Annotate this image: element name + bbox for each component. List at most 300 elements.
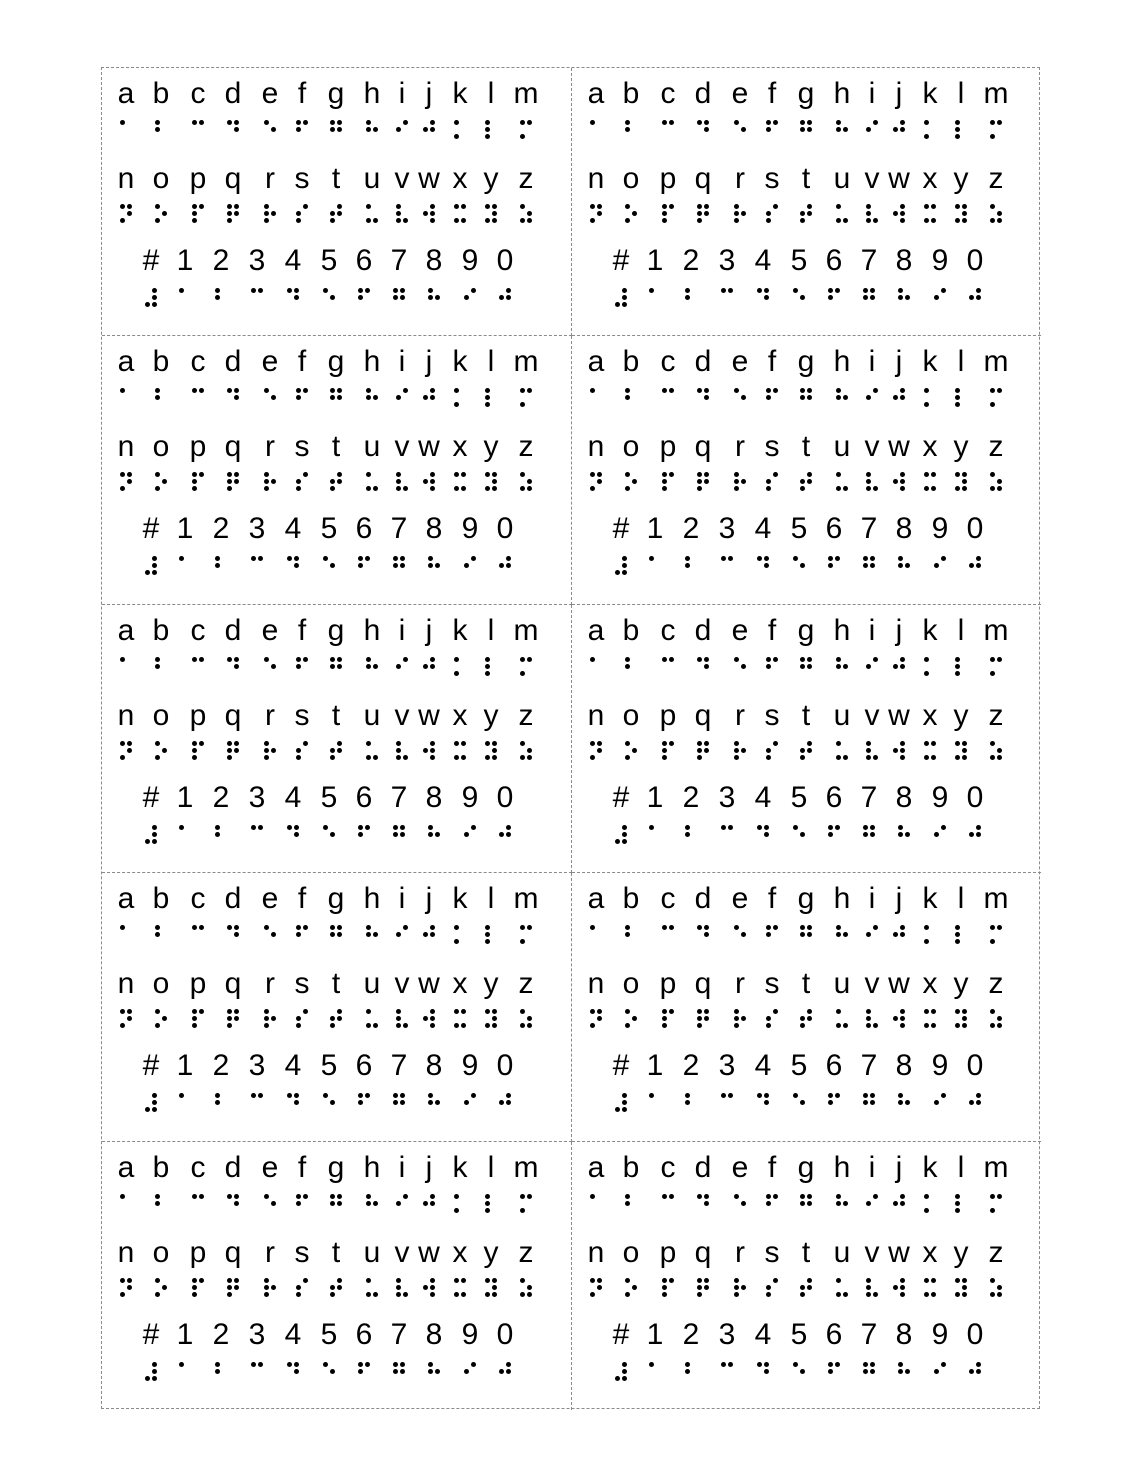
braille-dot [430,486,435,491]
print-glyph: x [922,967,938,1001]
braille-dot [741,932,746,937]
braille-cell [685,1362,697,1382]
braille-dot [400,1362,405,1367]
braille-dot [828,288,833,293]
braille-dot [127,748,132,753]
print-glyph: j [425,882,433,916]
braille-dot [520,657,525,662]
braille-dot [873,657,878,662]
braille-dot [900,925,905,930]
braille-dot [866,479,871,484]
braille-cell [251,825,263,845]
print-glyph: f [297,345,307,379]
braille-dot [396,1285,401,1290]
braille-dot [764,288,769,293]
braille-cell [836,1194,848,1214]
braille-dot [622,556,627,561]
braille-dot [866,211,871,216]
braille-dot [924,402,929,407]
braille-dot [764,1362,769,1367]
braille-cell [734,472,746,492]
braille-dot [435,1369,440,1374]
print-glyph: # [612,1317,630,1351]
print-glyph: g [797,1150,815,1184]
braille-dot [990,134,995,139]
braille-cell [358,825,370,845]
braille-cell [828,825,840,845]
braille-dot [924,1208,929,1213]
braille-cell [145,825,157,845]
braille-dot [669,472,674,477]
braille-dot [734,1016,739,1021]
braille-cell [625,925,637,945]
braille-dot [997,657,1002,662]
braille-dot [807,211,812,216]
print-glyph: p [189,430,207,464]
print-glyph: h [833,882,851,916]
braille-dot [597,204,602,209]
braille-dot [597,741,602,746]
braille-dot [807,1009,812,1014]
braille-cell [990,741,1002,761]
braille-cell [227,1278,239,1298]
braille-dot [807,1201,812,1206]
braille-dot [662,211,667,216]
braille-dot [622,563,627,568]
braille-dot [264,1009,269,1014]
print-glyph: c [660,1150,676,1184]
braille-dot [969,563,974,568]
braille-cell [120,925,132,945]
print-glyph: w [418,1235,440,1269]
braille-dot [843,932,848,937]
braille-cell [296,657,308,677]
braille-cell [893,657,905,677]
braille-dot [366,1023,371,1028]
braille-dot [492,1285,497,1290]
braille-cell [649,556,661,576]
print-glyph: z [518,162,534,195]
braille-dot [330,295,335,300]
print-glyph: h [363,1150,381,1184]
print-glyph: u [833,698,851,732]
braille-cell [396,120,408,140]
braille-dot [296,1292,301,1297]
braille-dot [179,288,184,293]
print-glyph: p [189,162,207,195]
braille-cell [828,288,840,308]
braille-dot [337,932,342,937]
braille-cell [766,472,778,492]
braille-dot [215,1362,220,1367]
braille-dot [294,556,299,561]
print-glyph: w [888,162,910,195]
braille-dot [807,1278,812,1283]
print-glyph: t [331,698,341,732]
braille-dot [766,1016,771,1021]
braille-dot [215,288,220,293]
print-glyph: n [587,162,605,195]
braille-dot [836,755,841,760]
print-glyph: p [659,698,677,732]
braille-cell [757,288,769,308]
braille-cell [662,204,674,224]
print-glyph: u [363,430,381,464]
print-glyph: 5 [320,244,338,277]
braille-dot [773,120,778,125]
braille-dot [264,755,269,760]
braille-dot [649,1093,654,1098]
braille-cell [393,556,405,576]
braille-dot [337,1285,342,1290]
lowercase-a-m-braille [572,925,1041,947]
braille-dot [428,1369,433,1374]
braille-cell [590,1194,602,1214]
braille-dot [264,218,269,223]
braille-cell [423,1009,435,1029]
print-glyph: w [418,162,440,195]
braille-dot [955,939,960,944]
braille-dot [931,472,936,477]
braille-dot [597,479,602,484]
braille-dot [506,825,511,830]
braille-cell [296,925,308,945]
braille-dot [120,1278,125,1283]
braille-dot [296,1194,301,1199]
braille-dot [625,1023,630,1028]
braille-dot [155,1023,160,1028]
braille-dot [807,657,812,662]
braille-dot [728,288,733,293]
print-glyph: j [895,613,903,647]
braille-dot [773,204,778,209]
lowercase-a-m-letters [102,1150,571,1186]
braille-dot [622,1376,627,1381]
print-glyph: j [895,77,903,110]
braille-cell [423,741,435,761]
braille-dot [227,1278,232,1283]
print-glyph: c [660,882,676,916]
braille-dot [757,1362,762,1367]
print-glyph: s [764,162,780,195]
braille-dot [520,472,525,477]
braille-dot [192,204,197,209]
braille-dot [227,741,232,746]
print-glyph: i [868,1150,876,1184]
print-glyph: w [418,698,440,732]
braille-dot [615,570,620,575]
print-glyph: y [953,1235,969,1269]
braille-dot [669,204,674,209]
braille-dot [485,204,490,209]
braille-dot [423,664,428,669]
braille-cell [734,1194,746,1214]
braille-dot [527,748,532,753]
braille-dot [590,1292,595,1297]
braille-dot [843,127,848,132]
print-glyph: z [988,1235,1004,1269]
braille-cell [192,472,204,492]
braille-dot [893,479,898,484]
braille-dot [615,1107,620,1112]
braille-dot [990,1208,995,1213]
braille-dot [400,288,405,293]
print-glyph: g [797,882,815,916]
braille-dot [704,472,709,477]
braille-dot [900,1292,905,1297]
braille-cell [358,1093,370,1113]
braille-cell [955,741,967,761]
braille-cell [697,1009,709,1029]
braille-dot [955,402,960,407]
braille-dot [734,479,739,484]
braille-dot [955,127,960,132]
braille-dot [365,825,370,830]
braille-dot [423,932,428,937]
braille-dot [323,288,328,293]
braille-dot [403,486,408,491]
braille-cell [590,204,602,224]
braille-dot [366,204,371,209]
braille-cell [215,825,227,845]
braille-dot [685,563,690,568]
braille-dot [199,925,204,930]
braille-dot [527,1292,532,1297]
braille-dot [734,1023,739,1028]
braille-dot [430,204,435,209]
braille-dot [934,832,939,837]
braille-dot [152,570,157,575]
braille-dot [258,1093,263,1098]
braille-dot [836,472,841,477]
braille-dot [900,657,905,662]
braille-dot [900,211,905,216]
braille-dot [337,211,342,216]
braille-cell [590,925,602,945]
braille-cell [990,1009,1002,1029]
braille-dot [997,1194,1002,1199]
braille-cell [145,556,157,576]
braille-dot [179,1093,184,1098]
lowercase-a-m-braille [572,388,1041,410]
braille-dot [934,563,939,568]
braille-dot [704,211,709,216]
braille-cell [590,1009,602,1029]
print-glyph: j [425,345,433,379]
print-glyph: j [425,1150,433,1184]
print-glyph: 7 [390,1049,408,1083]
braille-dot [898,832,903,837]
braille-dot [296,755,301,760]
lowercase-n-z-braille [102,204,571,226]
print-glyph: 3 [718,1049,736,1083]
print-glyph: e [261,77,279,110]
print-glyph: l [957,1150,965,1184]
braille-dot [898,825,903,830]
braille-cell [192,657,204,677]
print-glyph: # [142,244,160,277]
braille-cell [396,1009,408,1029]
braille-dot [492,218,497,223]
braille-dot [766,211,771,216]
braille-dot [931,1009,936,1014]
braille-dot [162,479,167,484]
braille-cell [264,1278,276,1298]
braille-dot [251,556,256,561]
print-glyph: x [922,1235,938,1269]
print-glyph: v [394,1235,410,1269]
braille-cell [625,741,637,761]
braille-cell [685,825,697,845]
print-glyph: s [294,698,310,732]
braille-dot [485,657,490,662]
print-glyph: 8 [895,244,913,277]
braille-dot [590,204,595,209]
braille-dot [403,388,408,393]
lowercase-a-m-letters [102,613,571,649]
print-glyph: 4 [284,1049,302,1083]
braille-cell [287,288,299,308]
braille-dot [366,395,371,400]
lowercase-n-z-letters [572,429,1041,465]
braille-dot [330,1100,335,1105]
braille-dot [836,1201,841,1206]
braille-dot [430,1285,435,1290]
print-glyph: k [452,77,468,110]
braille-dot [430,1201,435,1206]
print-glyph: y [483,698,499,732]
braille-cell [179,1093,191,1113]
braille-dot [764,295,769,300]
braille-dot [400,1369,405,1374]
braille-dot [766,925,771,930]
braille-dot [728,556,733,561]
braille-cell [330,657,342,677]
braille-dot [506,1093,511,1098]
print-glyph: 4 [754,1049,772,1083]
print-glyph: q [694,430,712,464]
print-glyph: 2 [212,512,230,546]
braille-cell [766,1278,778,1298]
braille-dot [697,1292,702,1297]
braille-cell [590,1278,602,1298]
numbers-letters [572,1048,1041,1084]
braille-cell [428,556,440,576]
print-glyph: # [612,244,630,277]
braille-dot [728,1093,733,1098]
print-glyph: x [452,430,468,464]
braille-cell [485,472,497,492]
braille-cell [734,657,746,677]
numbers-letters [572,511,1041,547]
braille-dot [625,395,630,400]
braille-cell [287,1093,299,1113]
print-glyph: c [660,345,676,379]
braille-dot [330,748,335,753]
braille-cell [330,388,342,408]
braille-cell [396,388,408,408]
braille-dot [366,664,371,669]
braille-dot [800,1292,805,1297]
print-glyph: n [587,1235,605,1269]
numbers-braille [102,825,571,847]
print-glyph: b [622,77,640,110]
braille-dot [721,556,726,561]
print-glyph: 1 [176,1317,194,1351]
braille-dot [303,120,308,125]
braille-dot [590,755,595,760]
braille-cell [251,556,263,576]
braille-dot [870,288,875,293]
braille-dot [800,395,805,400]
braille-dot [264,1016,269,1021]
braille-cell [793,556,805,576]
braille-dot [807,1194,812,1199]
braille-cell [296,472,308,492]
braille-dot [976,556,981,561]
braille-dot [836,204,841,209]
print-glyph: 5 [790,512,808,546]
braille-dot [662,218,667,223]
braille-dot [294,1362,299,1367]
braille-cell [296,1194,308,1214]
braille-dot [373,1023,378,1028]
braille-dot [492,1292,497,1297]
braille-dot [471,288,476,293]
braille-dot [120,1292,125,1297]
braille-dot [969,832,974,837]
print-glyph: # [142,780,160,814]
braille-dot [271,1285,276,1290]
braille-cell [330,1194,342,1214]
braille-dot [393,1093,398,1098]
braille-dot [199,1009,204,1014]
print-glyph: 7 [390,1317,408,1351]
braille-cell [800,204,812,224]
braille-dot [870,1093,875,1098]
braille-dot [866,741,871,746]
braille-dot [215,556,220,561]
braille-dot [934,1100,939,1105]
braille-cell [893,204,905,224]
braille-dot [294,1369,299,1374]
braille-dot [215,825,220,830]
braille-dot [127,204,132,209]
braille-dot [423,211,428,216]
print-glyph: t [331,1235,341,1269]
braille-dot [396,1292,401,1297]
braille-cell [955,925,967,945]
braille-dot [990,1292,995,1297]
braille-dot [234,127,239,132]
braille-dot [741,1285,746,1290]
braille-cell [955,204,967,224]
braille-dot [337,664,342,669]
lowercase-n-z-letters [572,698,1041,734]
print-glyph: h [833,613,851,647]
braille-cell [520,204,532,224]
braille-cell [287,825,299,845]
braille-dot [866,748,871,753]
braille-dot [527,120,532,125]
braille-dot [773,657,778,662]
print-glyph: # [142,1317,160,1351]
print-glyph: 2 [682,1317,700,1351]
braille-dot [990,486,995,491]
print-glyph: g [797,613,815,647]
braille-dot [403,925,408,930]
braille-cell [898,1362,910,1382]
